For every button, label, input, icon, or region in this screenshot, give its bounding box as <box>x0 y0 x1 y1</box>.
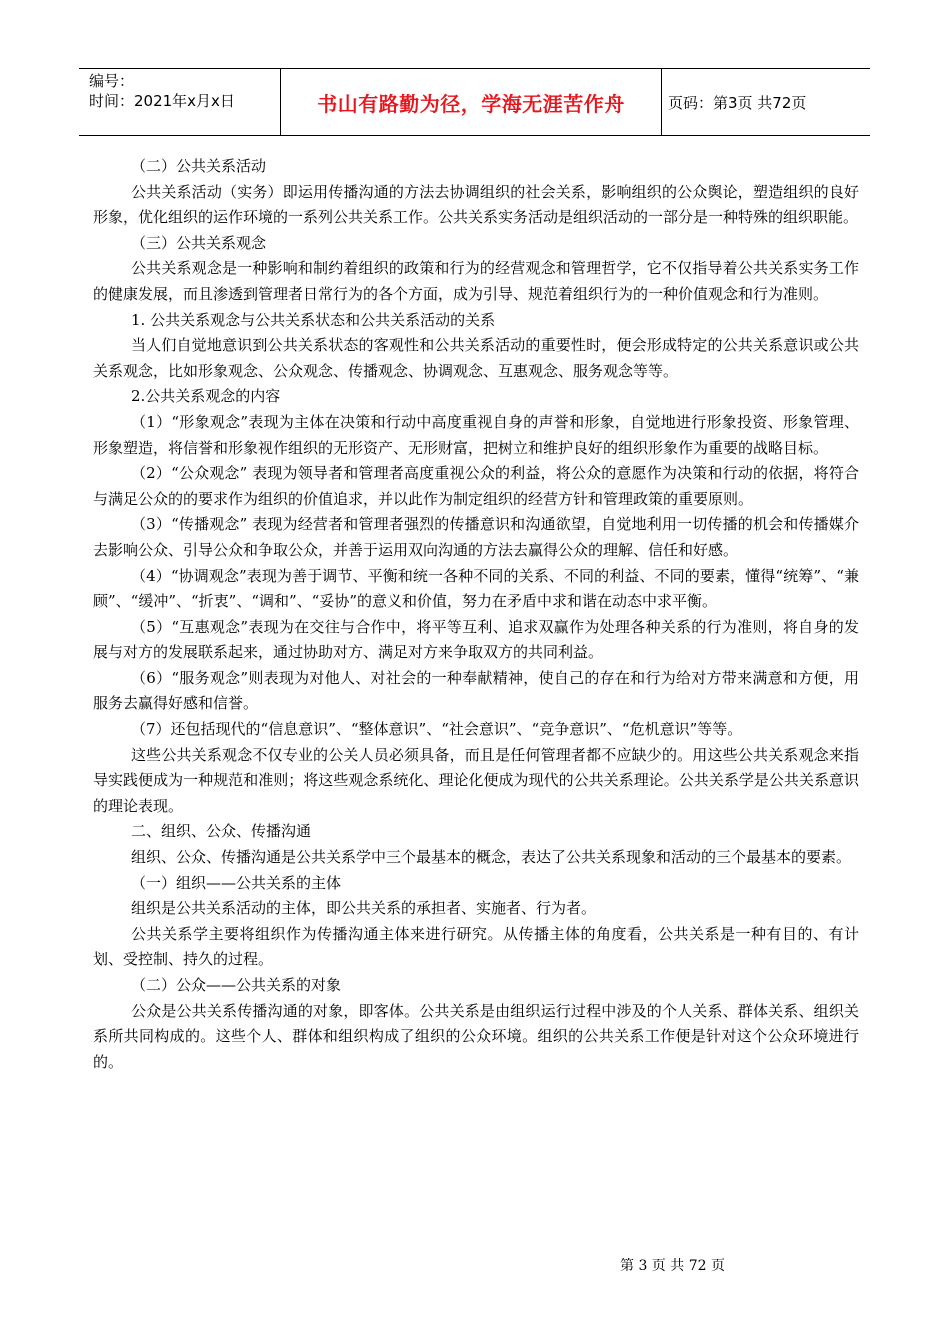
section-heading: （二）公共关系活动 <box>131 157 267 175</box>
list-item: （1）“形象观念”表现为主体在决策和行动中高度重视自身的声誉和形象，自觉地进行形象投资、形象管理、形象塑造，将信誉和形象视作组织的无形资产、无形财富，把树立和维护良好的组织形象作为重要的战略目标。 <box>93 412 859 457</box>
section-heading: （一）组织——公共关系的主体 <box>131 873 342 892</box>
paragraph: 公共关系学主要将组织作为传播沟通主体来进行研究。从传播主体的角度看，公共关系是一种有目的、有计划、受控制、持久的过程。 <box>93 924 859 969</box>
header-meta <box>79 69 281 135</box>
list-item: （2）“公众观念” 表现为领导者和管理者高度重视公众的利益，将公众的意愿作为决策和行动的依据，将符合与满足公众的的要求作为组织的价值追求，并以此作为制定组织的经营方针和管理政策的重要原则。 <box>93 464 859 508</box>
paragraph: 组织、公众、传播沟通是公共关系学中三个最基本的概念，表达了公共关系现象和活动的三个最基本的要素。 <box>131 848 852 867</box>
page-footer: 第 3 页 共 72 页 <box>620 1258 725 1274</box>
list-item: （7）还包括现代的“信息意识”、“整体意识”、“社会意识”、“竞争意识”、“危机意识”等等。 <box>131 720 743 739</box>
paragraph: 公众是公共关系传播沟通的对象，即客体。公共关系是由组织运行过程中涉及的个人关系、群体关系、组织关系所共同构成的。这些个人、群体和组织构成了组织的公众环境。组织的公共关系工作便是针对这个公众环境进行的。 <box>93 1001 859 1071</box>
section-heading: （二）公众——公共关系的对象 <box>131 976 342 994</box>
page-header <box>79 68 870 136</box>
list-item: （4）“协调观念”表现为善于调节、平衡和统一各种不同的关系、不同的利益、不同的要素，懂得“统筹”、“兼顾”、“缓冲”、“折衷”、“调和”、“妥协”的意义和价值，努力在矛盾中求和谐在动态中求平衡。 <box>93 566 859 611</box>
list-item: （6）“服务观念”则表现为对他人、对社会的一种奉献精神，使自己的存在和行为给对方带来满意和方便，用服务去赢得好感和信誉。 <box>93 668 859 713</box>
header-motto: 书山有路勤为径，学海无涯苦作舟 <box>281 69 662 135</box>
list-item: （3）“传播观念” 表现为经营者和管理者强烈的传播意识和沟通欲望，自觉地利用一切传播的机会和传播媒介去影响公众、引导公众和争取公众，并善于运用双向沟通的方法去赢得公众的理解、信任和好感。 <box>93 515 859 559</box>
list-item: （5）“互惠观念”表现为在交往与合作中，将平等互利、追求双赢作为处理各种关系的行为准则，将自身的发展与对方的发展联系起来，通过协助对方、满足对方来争取双方的共同利益。 <box>93 617 859 662</box>
header-page-info: 页码：第3页 共72页 <box>668 93 807 112</box>
section-heading: 二、组织、公众、传播沟通 <box>131 822 312 841</box>
numbered-heading: 2.公共关系观念的内容 <box>131 387 281 406</box>
numbered-heading: 1. 公共关系观念与公共关系状态和公共关系活动的关系 <box>131 310 496 329</box>
paragraph: 组织是公共关系活动的主体，即公共关系的承担者、实施者、行为者。 <box>131 899 597 918</box>
document-number-label: 编号： <box>89 72 135 90</box>
paragraph: 公共关系观念是一种影响和制约着组织的政策和行为的经营观念和管理哲学，它不仅指导着公共关系实务工作的健康发展，而且渗透到管理者日常行为的各个方面，成为引导、规范着组织行为的一种价值观念和行为准则。 <box>93 259 859 303</box>
document-date: 时间：2021年x月x日 <box>89 92 235 110</box>
document-body <box>93 154 859 1075</box>
paragraph: 当人们自觉地意识到公共关系状态的客观性和公共关系活动的重要性时，便会形成特定的公共关系意识或公共关系观念，比如形象观念、公众观念、传播观念、协调观念、互惠观念、服务观念等等。 <box>93 336 859 380</box>
section-heading: （三）公共关系观念 <box>131 233 267 252</box>
paragraph: 公共关系活动（实务）即运用传播沟通的方法去协调组织的社会关系，影响组织的公众舆论，塑造组织的良好形象，优化组织的运作环境的一系列公共关系工作。公共关系实务活动是组织活动的一部分是一种特殊的组织职能。 <box>93 182 859 227</box>
paragraph: 这些公共关系观念不仅专业的公关人员必须具备，而且是任何管理者都不应缺少的。用这些公共关系观念来指导实践便成为一种规范和准则；将这些观念系统化、理论化便成为现代的公共关系理论。公共关系学是公共关系意识的理论表现。 <box>93 745 859 815</box>
